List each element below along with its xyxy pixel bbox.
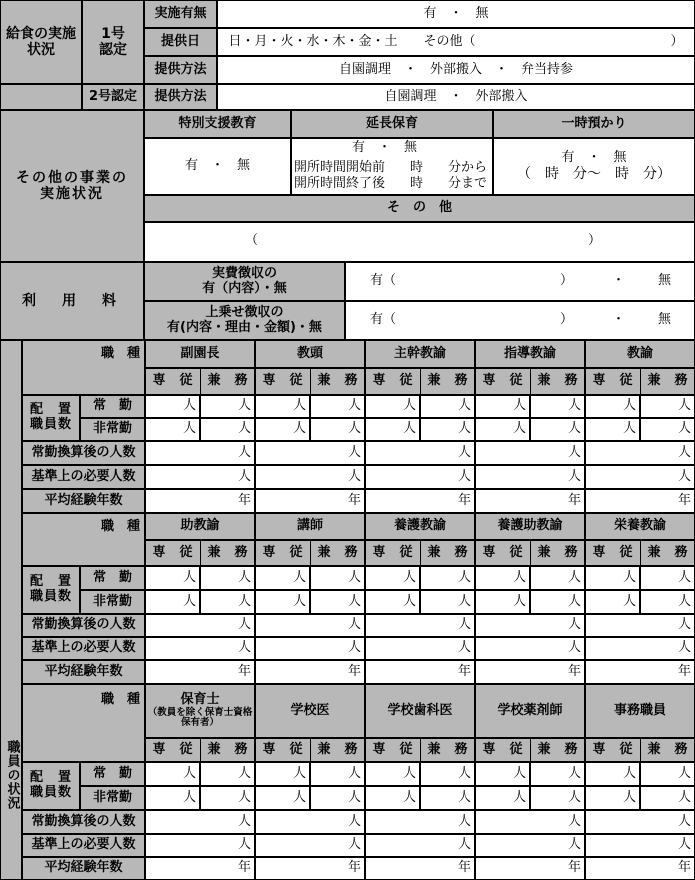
uwanose-dot: ・ (612, 312, 626, 327)
sub-header: 務 (227, 540, 255, 566)
houhou2-label: 提供方法 (144, 84, 217, 110)
encho-ji1: 時 (410, 160, 424, 175)
sub-divider (310, 368, 311, 395)
count-kenmu-j[interactable]: 人 (200, 395, 255, 418)
sub-header: 従 (392, 368, 420, 395)
count-senju-j[interactable]: 人 (255, 395, 310, 418)
kijun-label: 基準上の必要人数 (22, 465, 145, 489)
role-name: 副園長 (180, 345, 220, 361)
sub-divider (200, 738, 201, 762)
sub-divider (420, 368, 421, 395)
kanzan-value[interactable]: 人 (585, 810, 695, 834)
count-kenmu-h[interactable]: 人 (420, 590, 475, 614)
sub-header: 兼 (530, 738, 557, 762)
role-name: 学校薬剤師 (497, 702, 563, 718)
role-header (585, 340, 695, 368)
encho-fun-made: 分まで (448, 176, 488, 191)
count-kenmu-h[interactable]: 人 (640, 590, 695, 614)
sub-header: 務 (667, 738, 695, 762)
kanzan-value[interactable]: 人 (255, 614, 365, 637)
shokuin-title (0, 340, 22, 880)
count-kenmu-j[interactable]: 人 (200, 762, 255, 786)
count-senju-j[interactable]: 人 (145, 395, 200, 418)
count-senju-h[interactable]: 人 (585, 418, 640, 441)
jokin-label: 常 勤 (80, 762, 145, 786)
role-name: 教諭 (626, 345, 653, 361)
jippi-ari: 有（ (370, 273, 397, 288)
kijun-value[interactable]: 人 (365, 637, 475, 660)
sub-header: 専 (145, 540, 172, 566)
role-header (365, 684, 475, 738)
haichi-label: 配 置 職員数 (22, 762, 80, 810)
haichi-label: 配 置 職員数 (22, 566, 80, 614)
heikin-value[interactable]: 年 (475, 489, 585, 513)
kijun-value[interactable]: 人 (475, 834, 585, 857)
count-senju-j[interactable]: 人 (365, 566, 420, 590)
sub-divider (530, 738, 531, 762)
sub-header: 務 (447, 540, 475, 566)
sub-header: 兼 (310, 540, 337, 566)
count-kenmu-h[interactable]: 人 (310, 786, 365, 810)
jippi-close: ） (560, 273, 574, 288)
role-name: 事務職員 (613, 702, 666, 718)
sub-header: 従 (612, 738, 640, 762)
shokushu-label-0: 職 種 (22, 340, 145, 395)
sub-header: 従 (172, 368, 200, 395)
sub-header: 務 (227, 738, 255, 762)
kijun-value[interactable]: 人 (255, 465, 365, 489)
kijun-value[interactable]: 人 (255, 637, 365, 660)
sub-header: 従 (392, 738, 420, 762)
riyoryo-title: 利 用 料 (0, 262, 144, 340)
ichiji-cell[interactable] (493, 138, 695, 195)
kijun-label: 基準上の必要人数 (22, 834, 145, 857)
sub-divider (200, 368, 201, 395)
sub-header: 務 (337, 738, 365, 762)
heikin-label: 平均経験年数 (22, 857, 145, 880)
sub-header: 兼 (640, 738, 667, 762)
count-senju-j[interactable]: 人 (585, 566, 640, 590)
count-kenmu-j[interactable]: 人 (420, 395, 475, 418)
count-senju-h[interactable]: 人 (255, 786, 310, 810)
role-name: 養護助教諭 (497, 518, 563, 534)
count-kenmu-j[interactable]: 人 (420, 566, 475, 590)
role-name: 保育士 (180, 692, 220, 708)
role-header (145, 340, 255, 368)
count-kenmu-h[interactable]: 人 (530, 786, 585, 810)
heikin-value[interactable]: 年 (145, 857, 255, 880)
count-kenmu-h[interactable]: 人 (200, 590, 255, 614)
kanzan-value[interactable]: 人 (475, 441, 585, 465)
encho-label: 延長保育 (291, 110, 493, 138)
sub-header: 務 (557, 738, 585, 762)
sub-header: 専 (585, 738, 612, 762)
count-senju-j[interactable]: 人 (475, 566, 530, 590)
sub-header: 従 (282, 540, 310, 566)
count-senju-j[interactable]: 人 (585, 762, 640, 786)
count-kenmu-j[interactable]: 人 (200, 566, 255, 590)
count-senju-j[interactable]: 人 (475, 762, 530, 786)
count-senju-h[interactable]: 人 (475, 418, 530, 441)
count-senju-j[interactable]: 人 (145, 566, 200, 590)
sub-header: 務 (447, 738, 475, 762)
kijun-value[interactable]: 人 (585, 637, 695, 660)
jippi-label: 実費徴収の 有（内容）・無 (144, 262, 345, 301)
kijun-value[interactable]: 人 (365, 834, 475, 857)
encho-fun-kara: 分から (448, 160, 488, 175)
uwanose-ari: 有（ (370, 312, 397, 327)
sub-divider (420, 540, 421, 566)
heikin-value[interactable]: 年 (365, 857, 475, 880)
sub-divider (310, 540, 311, 566)
sub-header: 専 (585, 540, 612, 566)
heikin-value[interactable]: 年 (585, 660, 695, 684)
count-senju-j[interactable]: 人 (585, 395, 640, 418)
count-senju-h[interactable]: 人 (145, 786, 200, 810)
count-kenmu-h[interactable]: 人 (640, 786, 695, 810)
count-kenmu-j[interactable]: 人 (310, 566, 365, 590)
heikin-value[interactable]: 年 (255, 489, 365, 513)
heikin-label: 平均経験年数 (22, 660, 145, 684)
sub-divider (640, 540, 641, 566)
role-header (365, 513, 475, 540)
count-senju-h[interactable]: 人 (585, 590, 640, 614)
sub-header: 従 (502, 738, 530, 762)
role-name: 栄養教諭 (613, 518, 666, 534)
jippi-dot: ・ (612, 273, 626, 288)
shokushu-label-2: 職 種 (22, 684, 145, 762)
count-kenmu-h[interactable]: 人 (310, 590, 365, 614)
sub-header: 従 (612, 368, 640, 395)
sub-header: 専 (365, 738, 392, 762)
count-kenmu-h[interactable]: 人 (200, 418, 255, 441)
houhou1-value[interactable]: 自園調理 ・ 外部搬入 ・ 弁当持参 (217, 56, 695, 84)
sub-header: 従 (172, 738, 200, 762)
sub-header: 従 (502, 368, 530, 395)
jisshi-label: 実施有無 (144, 0, 217, 28)
heikin-value[interactable]: 年 (365, 489, 475, 513)
role-header (475, 340, 585, 368)
count-senju-h[interactable]: 人 (145, 590, 200, 614)
heikin-value[interactable]: 年 (585, 857, 695, 880)
kanzan-label: 常勤換算後の人数 (22, 441, 145, 465)
role-header (145, 684, 255, 738)
role-name: 学校医 (290, 702, 330, 718)
sub-header: 専 (475, 540, 502, 566)
kyushoku-blank (0, 84, 82, 110)
kijun-value[interactable]: 人 (585, 465, 695, 489)
role-name: 養護教諭 (393, 518, 446, 534)
role-name: 学校歯科医 (387, 702, 453, 718)
count-kenmu-j[interactable]: 人 (640, 566, 695, 590)
sub-header: 兼 (640, 540, 667, 566)
sub-header: 従 (612, 540, 640, 566)
sub-divider (200, 540, 201, 566)
count-kenmu-h[interactable]: 人 (420, 786, 475, 810)
hijokin-label: 非常勤 (80, 590, 145, 614)
sub-divider (310, 738, 311, 762)
nintei2-label: 2号認定 (82, 84, 144, 110)
sub-header: 兼 (420, 540, 447, 566)
count-kenmu-h[interactable]: 人 (530, 590, 585, 614)
kijun-value[interactable]: 人 (365, 465, 475, 489)
kanzan-value[interactable]: 人 (475, 614, 585, 637)
sub-header: 従 (172, 540, 200, 566)
uwanose-label: 上乗せ徴収の 有(内容・理由・金額)・無 (144, 301, 345, 340)
sub-header: 兼 (640, 368, 667, 395)
sonota-close: ） (588, 233, 602, 248)
sub-header: 兼 (200, 368, 227, 395)
sub-header: 専 (145, 738, 172, 762)
sub-header: 務 (667, 540, 695, 566)
encho-ji2: 時 (410, 176, 424, 191)
count-senju-h[interactable]: 人 (365, 418, 420, 441)
kijun-value[interactable]: 人 (585, 834, 695, 857)
role-name: 教頭 (296, 345, 323, 361)
sub-header: 従 (282, 368, 310, 395)
encho-cell[interactable] (291, 138, 493, 195)
role-name: 助教諭 (180, 518, 220, 534)
count-kenmu-j[interactable]: 人 (420, 762, 475, 786)
kanzan-value[interactable]: 人 (365, 614, 475, 637)
count-senju-j[interactable]: 人 (475, 395, 530, 418)
sub-header: 兼 (420, 368, 447, 395)
count-kenmu-h[interactable]: 人 (420, 418, 475, 441)
hoikushi-note: （教員を除く保育士資格保有者） (147, 707, 253, 729)
hijokin-label: 非常勤 (80, 786, 145, 810)
count-kenmu-j[interactable]: 人 (310, 395, 365, 418)
jokin-label: 常 勤 (80, 566, 145, 590)
heikin-value[interactable]: 年 (475, 660, 585, 684)
count-kenmu-h[interactable]: 人 (640, 418, 695, 441)
ichiji-value: 有 ・ 無 (561, 149, 627, 165)
shokushu-label-1: 職 種 (22, 513, 145, 566)
kanzan-value[interactable]: 人 (255, 441, 365, 465)
kijun-value[interactable]: 人 (475, 637, 585, 660)
count-senju-h[interactable]: 人 (255, 590, 310, 614)
count-senju-h[interactable]: 人 (475, 590, 530, 614)
count-kenmu-j[interactable]: 人 (640, 762, 695, 786)
role-name: 講師 (296, 518, 323, 534)
sub-header: 務 (337, 540, 365, 566)
kanzan-value[interactable]: 人 (475, 810, 585, 834)
kanzan-label: 常勤換算後の人数 (22, 614, 145, 637)
sub-header: 従 (392, 540, 420, 566)
uwanose-value[interactable] (345, 301, 695, 340)
sub-header: 務 (227, 368, 255, 395)
count-senju-h[interactable]: 人 (365, 590, 420, 614)
sub-header: 兼 (530, 368, 557, 395)
sub-header: 兼 (530, 540, 557, 566)
houhou1-label: 提供方法 (144, 56, 217, 84)
nintei1-label: 1号認定 (82, 0, 144, 84)
kijun-value[interactable]: 人 (475, 465, 585, 489)
sub-header: 兼 (310, 738, 337, 762)
role-header (585, 684, 695, 738)
hijokin-label: 非常勤 (80, 418, 145, 441)
sub-divider (640, 738, 641, 762)
sub-header: 兼 (200, 540, 227, 566)
teikyobi-value[interactable]: 日・月・火・水・木・金・土 その他（ ） (217, 28, 695, 56)
sub-header: 専 (255, 368, 282, 395)
uwanose-close: ） (560, 312, 574, 327)
sub-header: 従 (282, 738, 310, 762)
sonota-value[interactable] (144, 222, 695, 262)
heikin-value[interactable]: 年 (145, 660, 255, 684)
kanzan-value[interactable]: 人 (585, 614, 695, 637)
count-senju-h[interactable]: 人 (585, 786, 640, 810)
count-senju-h[interactable]: 人 (255, 418, 310, 441)
count-kenmu-h[interactable]: 人 (530, 418, 585, 441)
sub-header: 専 (365, 368, 392, 395)
sub-divider (530, 540, 531, 566)
sub-header: 兼 (200, 738, 227, 762)
sub-header: 務 (557, 540, 585, 566)
count-kenmu-j[interactable]: 人 (310, 762, 365, 786)
count-senju-j[interactable]: 人 (255, 762, 310, 786)
sub-header: 専 (365, 540, 392, 566)
encho-value: 有 ・ 無 (352, 140, 418, 155)
heikin-value[interactable]: 年 (145, 489, 255, 513)
sonota-jigyo-title: その他の事業の実施状況 (0, 110, 144, 262)
sub-header: 兼 (420, 738, 447, 762)
jokin-label: 常 勤 (80, 395, 145, 418)
role-header (255, 684, 365, 738)
kanzan-value[interactable]: 人 (365, 810, 475, 834)
count-kenmu-j[interactable]: 人 (530, 395, 585, 418)
kijun-value[interactable]: 人 (145, 637, 255, 660)
sonota-label: そ の 他 (144, 195, 695, 222)
heikin-label: 平均経験年数 (22, 489, 145, 513)
count-senju-h[interactable]: 人 (365, 786, 420, 810)
count-senju-h[interactable]: 人 (145, 418, 200, 441)
role-header (255, 340, 365, 368)
sub-header: 務 (447, 368, 475, 395)
count-senju-j[interactable]: 人 (365, 762, 420, 786)
kijun-value[interactable]: 人 (145, 834, 255, 857)
kanzan-label: 常勤換算後の人数 (22, 810, 145, 834)
heikin-value[interactable]: 年 (585, 489, 695, 513)
sub-divider (640, 368, 641, 395)
count-senju-j[interactable]: 人 (145, 762, 200, 786)
role-name: 主幹教諭 (393, 345, 446, 361)
sub-header: 専 (585, 368, 612, 395)
count-kenmu-h[interactable]: 人 (310, 418, 365, 441)
kijun-value[interactable]: 人 (255, 834, 365, 857)
kanzan-value[interactable]: 人 (145, 614, 255, 637)
tokubetsu-value[interactable]: 有 ・ 無 (144, 138, 291, 195)
kijun-value[interactable]: 人 (145, 465, 255, 489)
uwanose-nashi: 無 (658, 312, 672, 327)
sonota-open: （ (245, 233, 259, 248)
sub-header: 務 (337, 368, 365, 395)
sub-header: 従 (502, 540, 530, 566)
haichi-label: 配 置 職員数 (22, 395, 80, 441)
kanzan-value[interactable]: 人 (585, 441, 695, 465)
sub-divider (420, 738, 421, 762)
count-kenmu-h[interactable]: 人 (200, 786, 255, 810)
jisshi-value[interactable]: 有 ・ 無 (217, 0, 695, 28)
teikyobi-label: 提供日 (144, 28, 217, 56)
heikin-value[interactable]: 年 (255, 660, 365, 684)
role-header (365, 340, 475, 368)
kanzan-value[interactable]: 人 (255, 810, 365, 834)
sub-header: 専 (145, 368, 172, 395)
role-header (255, 513, 365, 540)
role-header (475, 513, 585, 540)
count-senju-j[interactable]: 人 (365, 395, 420, 418)
sub-divider (530, 368, 531, 395)
count-kenmu-j[interactable]: 人 (530, 566, 585, 590)
encho-before: 開所時間開始前 (294, 160, 386, 175)
kyushoku-title: 給食の実施状況 (0, 0, 82, 84)
sub-header: 専 (255, 738, 282, 762)
kanzan-value[interactable]: 人 (145, 810, 255, 834)
kijun-label: 基準上の必要人数 (22, 637, 145, 660)
kanzan-value[interactable]: 人 (145, 441, 255, 465)
shokuin-title-text: 職員の状況 (4, 740, 20, 810)
ichiji-label: 一時預かり (493, 110, 695, 138)
sub-header: 兼 (310, 368, 337, 395)
heikin-value[interactable]: 年 (475, 857, 585, 880)
sub-header: 務 (557, 368, 585, 395)
tokubetsu-label: 特別支援教育 (144, 110, 291, 138)
sub-header: 務 (667, 368, 695, 395)
houhou2-value[interactable]: 自園調理 ・ 外部搬入 (217, 84, 695, 110)
ichiji-time: （ 時 分〜 時 分） (517, 165, 671, 182)
role-header (145, 513, 255, 540)
kanzan-value[interactable]: 人 (365, 441, 475, 465)
jippi-nashi: 無 (658, 273, 672, 288)
count-senju-h[interactable]: 人 (475, 786, 530, 810)
role-name: 指導教諭 (503, 345, 556, 361)
heikin-value[interactable]: 年 (365, 660, 475, 684)
role-header (475, 684, 585, 738)
sub-header: 専 (255, 540, 282, 566)
encho-after: 開所時間終了後 (294, 176, 386, 191)
sub-header: 専 (475, 368, 502, 395)
count-senju-j[interactable]: 人 (255, 566, 310, 590)
role-header (585, 513, 695, 540)
jippi-value[interactable] (345, 262, 695, 301)
sub-header: 専 (475, 738, 502, 762)
count-kenmu-j[interactable]: 人 (530, 762, 585, 786)
heikin-value[interactable]: 年 (255, 857, 365, 880)
count-kenmu-j[interactable]: 人 (640, 395, 695, 418)
